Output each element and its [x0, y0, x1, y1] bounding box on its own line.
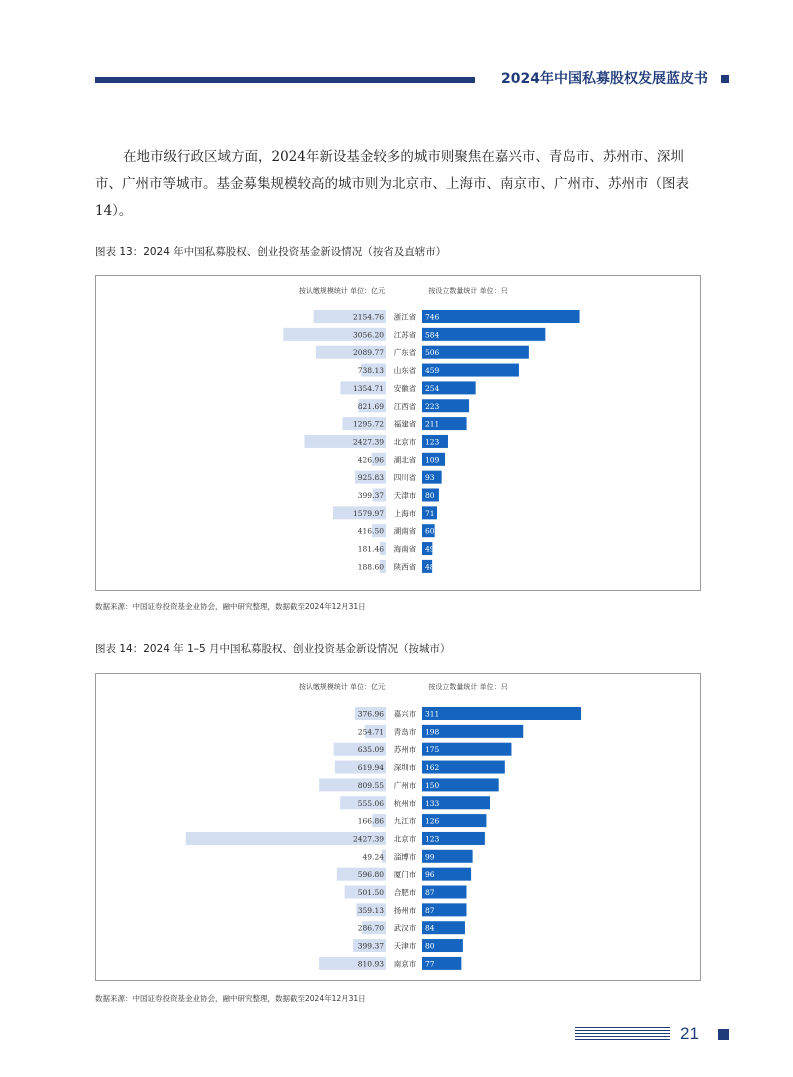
category-label: 深圳市: [393, 763, 417, 773]
figure13-source: 数据来源：中国证券投资基金业协会，融中研究整理，数据截至2024年12月31日: [95, 602, 366, 611]
right-axis-header: 按设立数量统计 单位：只: [428, 287, 508, 295]
left-bar-value: 376.96: [357, 709, 384, 719]
right-bar-value: 80: [425, 941, 435, 951]
right-bar-value: 93: [425, 473, 435, 483]
category-label: 北京市: [393, 834, 417, 844]
header-title: 2024年中国私募股权发展蓝皮书: [501, 71, 708, 87]
right-bar-value: 746: [425, 312, 440, 322]
right-bar-value: 77: [425, 959, 435, 969]
body-paragraph: 在地市级行政区域方面，2024年新设基金较多的城市则聚焦在嘉兴市、青岛市、苏州市、深圳市、广州市等城市。基金募集规模较高的城市则为北京市、上海市、南京市、广州市、苏州市（图表14）。: [95, 149, 689, 219]
category-label: 武汉市: [393, 923, 417, 933]
left-bar-value: 555.06: [357, 798, 384, 808]
left-bar-value: 821.69: [357, 401, 384, 411]
right-bar-value: 162: [425, 763, 440, 773]
right-bar-value: 49: [425, 544, 435, 554]
right-bar: [422, 707, 581, 720]
category-label: 湖南省: [393, 526, 417, 536]
left-bar-value: 1295.72: [352, 419, 384, 429]
left-bar-value: 925.83: [357, 473, 384, 483]
right-bar-value: 223: [425, 401, 440, 411]
left-bar-value: 596.80: [357, 870, 384, 880]
left-bar-value: 2427.39: [352, 834, 384, 844]
right-bar-value: 175: [425, 745, 440, 755]
left-bar-value: 166.86: [357, 816, 384, 826]
footer-lines: [575, 1027, 670, 1043]
right-bar-value: 123: [425, 834, 440, 844]
right-bar-value: 150: [425, 780, 440, 790]
right-bar-value: 506: [425, 348, 440, 358]
left-bar-value: 2154.76: [352, 312, 384, 322]
right-bar-value: 84: [425, 923, 435, 933]
right-bar-value: 198: [425, 727, 440, 737]
left-bar-value: 619.94: [357, 763, 384, 773]
left-bar-value: 399.37: [357, 491, 384, 500]
category-label: 合肥市: [393, 888, 417, 897]
category-label: 广州市: [393, 780, 417, 790]
right-bar-value: 87: [425, 905, 435, 915]
left-bar-value: 254.71: [357, 727, 384, 737]
right-bar-value: 87: [425, 888, 435, 897]
header-square: [721, 75, 729, 83]
category-label: 北京市: [393, 437, 417, 447]
left-bar-value: 359.13: [357, 905, 384, 915]
right-bar-value: 254: [425, 383, 440, 393]
category-label: 淄博市: [393, 852, 417, 862]
right-bar-value: 311: [425, 709, 440, 719]
right-bar-value: 133: [425, 798, 440, 808]
figure14-source: 数据来源：中国证券投资基金业协会，融中研究整理，数据截至2024年12月31日: [95, 994, 366, 1003]
left-bar-value: 399.37: [357, 941, 384, 951]
left-axis-header: 按认缴规模统计 单位：亿元: [298, 683, 386, 691]
category-label: 江苏省: [393, 330, 417, 340]
category-label: 广东省: [393, 348, 417, 358]
left-bar-value: 188.60: [357, 562, 384, 572]
category-label: 嘉兴市: [393, 709, 417, 719]
figure14-chart: [95, 673, 701, 981]
category-label: 苏州市: [393, 745, 417, 755]
header-bar: [95, 77, 475, 83]
figure14-chart-svg: [96, 674, 700, 980]
category-label: 福建省: [393, 419, 417, 429]
figure13-chart: [95, 275, 701, 591]
right-bar: [422, 328, 545, 341]
right-bar-value: 459: [425, 366, 440, 376]
category-label: 上海市: [393, 508, 417, 518]
right-bar-value: 71: [425, 508, 435, 518]
right-bar-value: 99: [425, 852, 435, 862]
left-bar-value: 181.46: [357, 544, 384, 554]
category-label: 天津市: [393, 491, 417, 500]
right-bar-value: 80: [425, 491, 435, 500]
left-bar-value: 501.50: [357, 888, 384, 897]
left-bar-value: 738.13: [357, 366, 384, 376]
category-label: 江西省: [393, 401, 417, 411]
category-label: 青岛市: [393, 727, 417, 737]
category-label: 天津市: [393, 941, 417, 951]
figure13-caption: 图表 13：2024 年中国私募股权、创业投资基金新设情况（按省及直辖市）: [95, 246, 447, 258]
right-axis-header: 按设立数量统计 单位：只: [428, 683, 508, 691]
right-bar-value: 96: [425, 870, 435, 880]
footer-square: [718, 1029, 729, 1040]
left-bar-value: 2089.77: [352, 348, 384, 358]
left-bar-value: 49.24: [362, 852, 384, 862]
right-bar-value: 60: [425, 526, 435, 536]
category-label: 杭州市: [393, 798, 417, 808]
right-bar-value: 123: [425, 437, 440, 447]
left-bar-value: 1579.97: [352, 508, 384, 518]
left-bar-value: 416.50: [357, 526, 384, 536]
page-number: 21: [680, 1024, 699, 1043]
left-bar-value: 1354.71: [352, 383, 384, 393]
category-label: 海南省: [393, 544, 417, 554]
right-bar-value: 48: [425, 562, 435, 572]
category-label: 浙江省: [393, 312, 417, 322]
figure13-chart-svg: [96, 276, 700, 590]
category-label: 四川省: [393, 473, 417, 483]
figure14-caption: 图表 14：2024 年 1–5 月中国私募股权、创业投资基金新设情况（按城市）: [95, 643, 451, 655]
left-bar-value: 810.93: [357, 959, 384, 969]
right-bar: [422, 310, 580, 323]
left-bar-value: 286.70: [357, 923, 384, 933]
right-bar-value: 126: [425, 816, 440, 826]
left-bar-value: 809.55: [357, 780, 384, 790]
category-label: 南京市: [393, 959, 417, 969]
category-label: 湖北省: [393, 455, 417, 465]
right-bar-value: 109: [425, 455, 440, 465]
right-bar-value: 211: [425, 419, 440, 429]
category-label: 山东省: [393, 366, 417, 376]
left-bar-value: 635.09: [357, 745, 384, 755]
right-bar-value: 584: [425, 330, 440, 340]
category-label: 扬州市: [393, 905, 417, 915]
category-label: 厦门市: [393, 870, 417, 880]
category-label: 安徽省: [393, 383, 417, 393]
left-bar-value: 426.96: [357, 455, 384, 465]
left-axis-header: 按认缴规模统计 单位：亿元: [298, 287, 386, 295]
category-label: 陕西省: [393, 562, 417, 572]
left-bar-value: 2427.39: [352, 437, 384, 447]
category-label: 九江市: [393, 816, 417, 826]
left-bar-value: 3056.20: [352, 330, 384, 340]
